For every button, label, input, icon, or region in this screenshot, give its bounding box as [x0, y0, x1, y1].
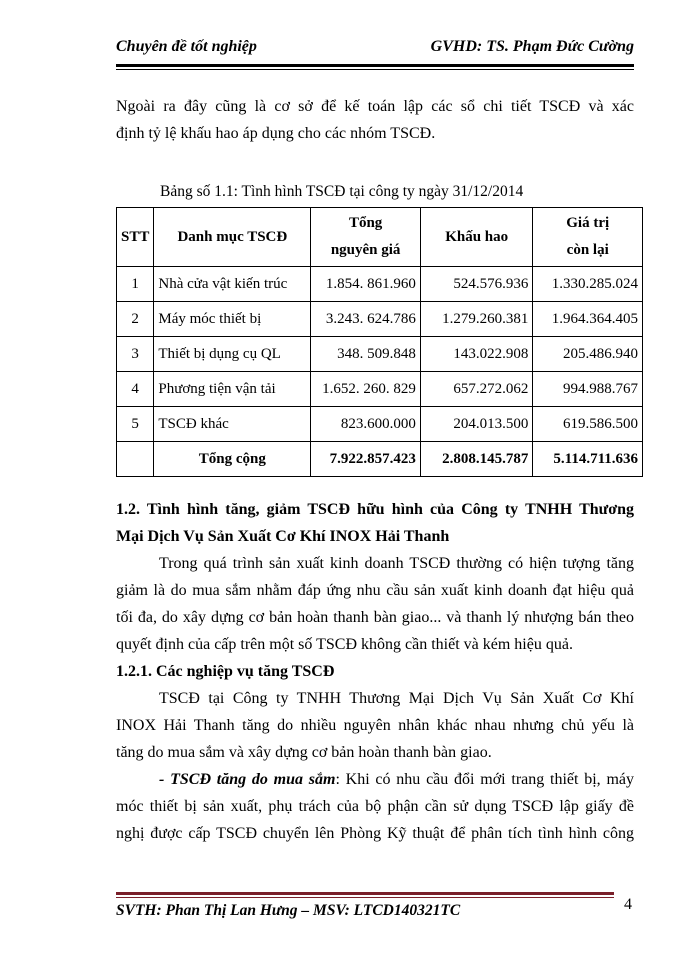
paragraph-1-line4: quyết định của cấp trên một số TSCĐ không cần thiết và kém hiệu quả. — [116, 636, 573, 653]
cell-cost: 823.600.000 — [311, 407, 421, 442]
page-number: 4 — [624, 896, 632, 913]
cell-cost: 1.652. 260. 829 — [311, 372, 421, 407]
cell-name: Thiết bị dụng cụ QL — [154, 337, 311, 372]
table-row — [117, 407, 643, 442]
cell-depreciation: 1.279.260.381 — [420, 302, 532, 337]
footer-rule-thin — [116, 897, 614, 898]
paragraph-1 — [116, 550, 634, 658]
col-header-depreciation: Khấu hao — [420, 208, 532, 267]
intro-line-2: định tỷ lệ khấu hao áp dụng cho các nhóm TSCĐ. — [116, 125, 436, 142]
paragraph-1-line2: giảm là do mua sắm nhằm đáp ứng nhu cầu sản xuất kinh doanh đạt hiệu quả — [116, 582, 634, 599]
intro-line-1: Ngoài ra đây cũng là cơ sở để kế toán lập các sổ chi tiết TSCĐ và xác — [116, 98, 634, 115]
paragraph-2-line1: TSCĐ tại Công ty TNHH Thương Mại Dịch Vụ Sản Xuất Cơ Khí — [159, 690, 634, 707]
col-header-cost-line1: Tổng — [348, 215, 383, 231]
table-caption: Bảng số 1.1: Tình hình TSCĐ tại công ty ngày 31/12/2014 — [160, 183, 524, 200]
section-heading-1-2-1 — [116, 658, 634, 685]
cell-cost: 1.854. 861.960 — [311, 267, 421, 302]
table-row — [117, 337, 643, 372]
cell-remaining: 994.988.767 — [533, 372, 643, 407]
paragraph-3-line2: móc thiết bị sản xuất, phụ trách của bộ phận cần sử dụng TSCĐ lập giấy đề — [116, 798, 634, 815]
header-advisor: GVHD: TS. Phạm Đức Cường — [430, 38, 634, 55]
table-total-row — [117, 442, 643, 477]
cell-stt: 2 — [117, 302, 154, 337]
page-header — [116, 38, 634, 62]
cell-depreciation: 657.272.062 — [420, 372, 532, 407]
cell-name: TSCĐ khác — [154, 407, 311, 442]
cell-remaining: 619.586.500 — [533, 407, 643, 442]
intro-paragraph — [116, 93, 634, 147]
col-header-stt: STT — [117, 208, 154, 267]
header-title: Chuyên đề tốt nghiệp — [116, 38, 257, 55]
col-header-remaining-line1: Giá trị — [566, 215, 610, 231]
paragraph-1-line1: Trong quá trình sản xuất kinh doanh TSCĐ thường có hiện tượng tăng — [159, 555, 634, 572]
total-cost: 7.922.857.423 — [311, 442, 421, 477]
total-label: Tổng cộng — [154, 442, 311, 477]
total-remaining: 5.114.711.636 — [533, 442, 643, 477]
cell-remaining: 205.486.940 — [533, 337, 643, 372]
cell-remaining: 1.330.285.024 — [533, 267, 643, 302]
col-header-remaining-line2: còn lại — [566, 242, 609, 258]
paragraph-3-line3: nghị được cấp TSCĐ chuyển lên Phòng Kỹ thuật để phân tích tình hình công — [116, 825, 634, 842]
header-rule-thick — [116, 64, 634, 67]
paragraph-1-line3: tối đa, do xây dựng cơ bản hoàn thanh bàn giao... và thanh lý nhượng bán theo — [116, 609, 634, 626]
cell-stt: 5 — [117, 407, 154, 442]
cell-stt-empty — [117, 442, 154, 477]
col-header-remaining — [533, 208, 643, 267]
table-header-row — [117, 208, 643, 267]
section-heading-1-2-line2: Mại Dịch Vụ Sản Xuất Cơ Khí INOX Hải Thanh — [116, 528, 450, 545]
paragraph-3 — [116, 766, 634, 847]
fixed-assets-table — [116, 207, 643, 477]
cell-cost: 3.243. 624.786 — [311, 302, 421, 337]
table-row — [117, 372, 643, 407]
cell-remaining: 1.964.364.405 — [533, 302, 643, 337]
cell-name: Máy móc thiết bị — [154, 302, 311, 337]
footer-author: SVTH: Phan Thị Lan Hưng – MSV: LTCD140321TC — [116, 902, 461, 919]
cell-cost: 348. 509.848 — [311, 337, 421, 372]
col-header-name: Danh mục TSCĐ — [154, 208, 311, 267]
table-row — [117, 302, 643, 337]
section-heading-1-2-line1: 1.2. Tình hình tăng, giảm TSCĐ hữu hình của Công ty TNHH Thương — [116, 501, 634, 518]
col-header-cost-line2: nguyên giá — [330, 242, 401, 258]
table-row — [117, 267, 643, 302]
total-depreciation: 2.808.145.787 — [420, 442, 532, 477]
col-header-cost — [311, 208, 421, 267]
paragraph-3-lead: - TSCĐ tăng do mua sắm — [159, 771, 336, 788]
paragraph-3-line1 — [116, 766, 634, 793]
cell-stt: 1 — [117, 267, 154, 302]
cell-stt: 4 — [117, 372, 154, 407]
section-heading-1-2 — [116, 496, 634, 550]
cell-depreciation: 143.022.908 — [420, 337, 532, 372]
cell-depreciation: 204.013.500 — [420, 407, 532, 442]
footer-rule-thick — [116, 892, 614, 895]
header-rule-thin — [116, 69, 634, 70]
paragraph-2-line2: INOX Hải Thanh tăng do nhiều nguyên nhân khác nhau nhưng chủ yếu là — [116, 717, 634, 734]
cell-name: Phương tiện vận tải — [154, 372, 311, 407]
cell-name: Nhà cửa vật kiến trúc — [154, 267, 311, 302]
section-heading-1-2-1-text: 1.2.1. Các nghiệp vụ tăng TSCĐ — [116, 663, 335, 680]
paragraph-2-line3: tăng do mua sắm và xây dựng cơ bản hoàn thanh bàn giao. — [116, 744, 492, 761]
paragraph-3-line1-rest: : Khi có nhu cầu đổi mới trang thiết bị, máy — [335, 771, 634, 788]
cell-depreciation: 524.576.936 — [420, 267, 532, 302]
cell-stt: 3 — [117, 337, 154, 372]
paragraph-2 — [116, 685, 634, 766]
